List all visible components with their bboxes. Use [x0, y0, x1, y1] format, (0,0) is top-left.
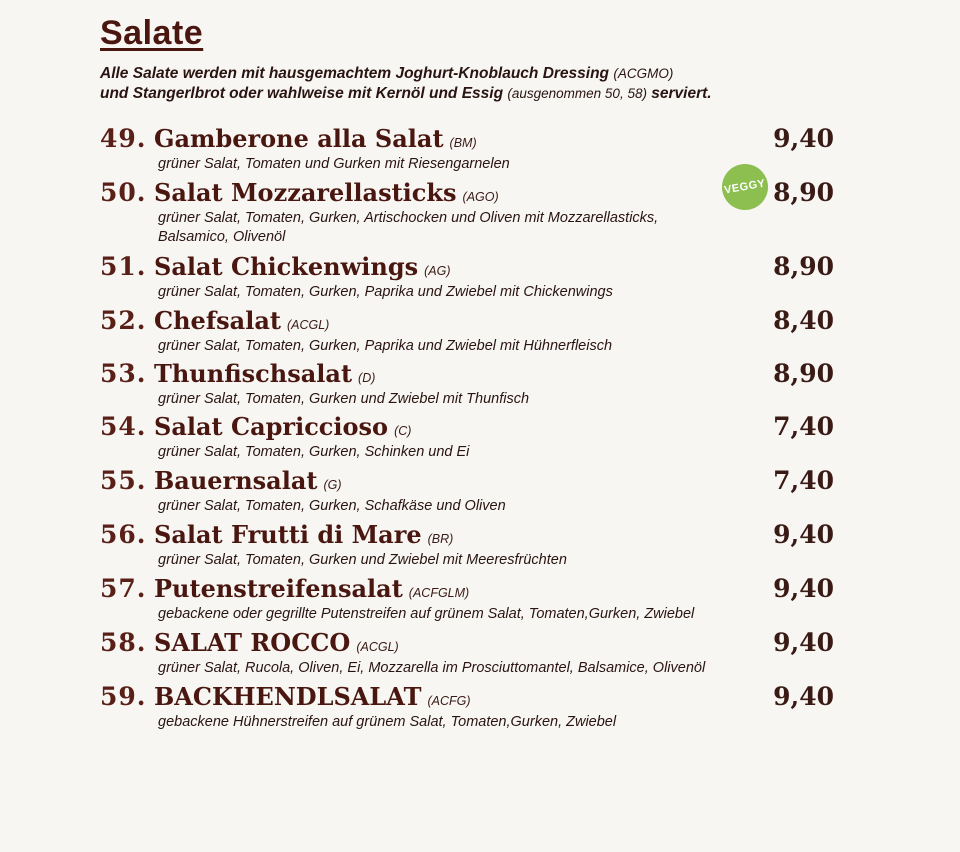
menu-item-allergens: (D)	[358, 371, 376, 385]
menu-item	[100, 306, 840, 356]
menu-item-number: 55.	[100, 466, 147, 495]
menu-item-header	[100, 466, 840, 496]
menu-item-header	[100, 178, 840, 208]
menu-item-number: 54.	[100, 412, 147, 441]
menu-item	[100, 682, 840, 732]
menu-item-name: Salat Chickenwings	[154, 252, 419, 281]
menu-item-allergens: (ACFGLM)	[408, 586, 470, 600]
menu-item-allergens: (ACFG)	[427, 694, 471, 708]
intro-text	[100, 64, 820, 104]
menu-item-description: grüner Salat, Tomaten, Gurken, Paprika und Zwiebel mit Chickenwings	[158, 284, 613, 300]
menu-item-number: 49.	[100, 124, 147, 153]
intro-dressing-allergens: (ACGMO)	[613, 66, 674, 81]
menu-item-price: 7,40	[773, 412, 834, 441]
menu-item-description: grüner Salat, Tomaten, Gurken, Paprika und Zwiebel mit Hühnerfleisch	[158, 338, 613, 354]
menu-item-description: gebackene Hühnerstreifen auf grünem Salat, Tomaten,Gurken, Zwiebel	[158, 714, 617, 730]
menu-item-price: 8,90	[773, 359, 834, 388]
menu-item-description: grüner Salat, Tomaten, Gurken, Schinken und Ei	[158, 444, 470, 460]
menu-item	[100, 466, 840, 516]
menu-item-name: Thunfischsalat	[154, 359, 353, 388]
menu-item-number: 51.	[100, 252, 147, 281]
menu-item-number: 56.	[100, 520, 147, 549]
menu-item-name: Putenstreifensalat	[154, 574, 403, 603]
menu-item-name: Salat Frutti di Mare	[154, 520, 422, 549]
menu-item-description: grüner Salat, Tomaten, Gurken und Zwiebel mit Meeresfrüchten	[158, 552, 567, 568]
intro-line-2-end: serviert.	[651, 85, 712, 102]
menu-item-name-line	[154, 359, 375, 388]
menu-item-name-line	[154, 252, 451, 281]
menu-item	[100, 412, 840, 462]
intro-line-1-main: Alle Salate werden mit hausgemachtem Joghurt-Knoblauch Dressing	[100, 65, 610, 82]
menu-item-price: 9,40	[773, 124, 834, 153]
menu-item-name: Salat Mozzarellasticks	[154, 178, 457, 207]
menu-item-description: grüner Salat, Tomaten, Gurken und Zwiebel mit Thunfisch	[158, 391, 530, 407]
menu-item-description: grüner Salat, Tomaten, Gurken, Artischocken und Oliven mit Mozzarellasticks, Balsamico, Olivenöl	[158, 210, 659, 245]
menu-item-name: Salat Capriccioso	[154, 412, 389, 441]
menu-item-price: 8,90	[773, 252, 834, 281]
menu-item-name-line	[154, 306, 329, 335]
intro-exception-note: (ausgenommen 50, 58)	[507, 86, 647, 101]
menu-item-price: 9,40	[773, 574, 834, 603]
menu-item-header	[100, 359, 840, 389]
menu-item-description: grüner Salat, Tomaten, Gurken, Schafkäse und Oliven	[158, 498, 506, 514]
menu-item-number: 50.	[100, 178, 147, 207]
menu-item-number: 52.	[100, 306, 147, 335]
menu-item-name: Bauernsalat	[154, 466, 318, 495]
menu-item-header	[100, 306, 840, 336]
menu-item-name-line	[154, 178, 499, 207]
menu-item-name-line	[154, 628, 399, 657]
menu-item-name-line	[154, 412, 411, 441]
menu-item-price: 8,40	[773, 306, 834, 335]
menu-item-allergens: (ACGL)	[356, 640, 399, 654]
menu-item-price: 8,90	[773, 178, 834, 207]
veggy-badge-label: VEGGY	[723, 177, 767, 197]
menu-item-allergens: (C)	[394, 424, 412, 438]
menu-item-description: grüner Salat, Rucola, Oliven, Ei, Mozzarella im Prosciuttomantel, Balsamice, Olivenöl	[158, 660, 706, 676]
menu-item	[100, 520, 840, 570]
menu-item-header	[100, 520, 840, 550]
menu-item-number: 53.	[100, 359, 147, 388]
menu-item-header	[100, 412, 840, 442]
menu-item-header	[100, 628, 840, 658]
menu-item-name: Chefsalat	[154, 306, 281, 335]
menu-item-price: 7,40	[773, 466, 834, 495]
menu-item-price: 9,40	[773, 628, 834, 657]
menu-item	[100, 178, 840, 247]
menu-item-name-line	[154, 574, 469, 603]
intro-line-2-main: und Stangerlbrot oder wahlweise mit Kernöl und Essig	[100, 85, 504, 102]
page-title: Salate	[100, 14, 204, 52]
menu-item-name: SALAT ROCCO	[154, 628, 351, 657]
intro-line-2	[100, 84, 820, 104]
menu-item-number: 57.	[100, 574, 147, 603]
menu-item	[100, 359, 840, 409]
menu-item-description: grüner Salat, Tomaten und Gurken mit Riesengarnelen	[158, 156, 510, 172]
menu-item-name-line	[154, 124, 477, 153]
menu-item-number: 58.	[100, 628, 147, 657]
menu-item	[100, 574, 840, 624]
menu-item-number: 59.	[100, 682, 147, 711]
menu-item-allergens: (G)	[323, 478, 342, 492]
menu-item-description: gebackene oder gegrillte Putenstreifen auf grünem Salat, Tomaten,Gurken, Zwiebel	[158, 606, 695, 622]
intro-line-1	[100, 64, 820, 84]
menu-item-allergens: (BR)	[427, 532, 454, 546]
menu-item	[100, 124, 840, 174]
menu-item-name-line	[154, 682, 471, 711]
menu-item-header	[100, 574, 840, 604]
menu-item	[100, 628, 840, 678]
menu-item-name: Gamberone alla Salat	[154, 124, 444, 153]
menu-item-name-line	[154, 466, 342, 495]
menu-item-name-line	[154, 520, 453, 549]
menu-item-header	[100, 682, 840, 712]
menu-item-allergens: (AG)	[424, 264, 451, 278]
menu-item-allergens: (ACGL)	[286, 318, 330, 332]
menu-item-allergens: (BM)	[449, 136, 477, 150]
menu-item	[100, 252, 840, 302]
menu-item-price: 9,40	[773, 520, 834, 549]
menu-item-name: BACKHENDLSALAT	[154, 682, 422, 711]
menu-item-header	[100, 252, 840, 282]
menu-item-header	[100, 124, 840, 154]
menu-item-price: 9,40	[773, 682, 834, 711]
menu-item-allergens: (AGO)	[462, 190, 499, 204]
